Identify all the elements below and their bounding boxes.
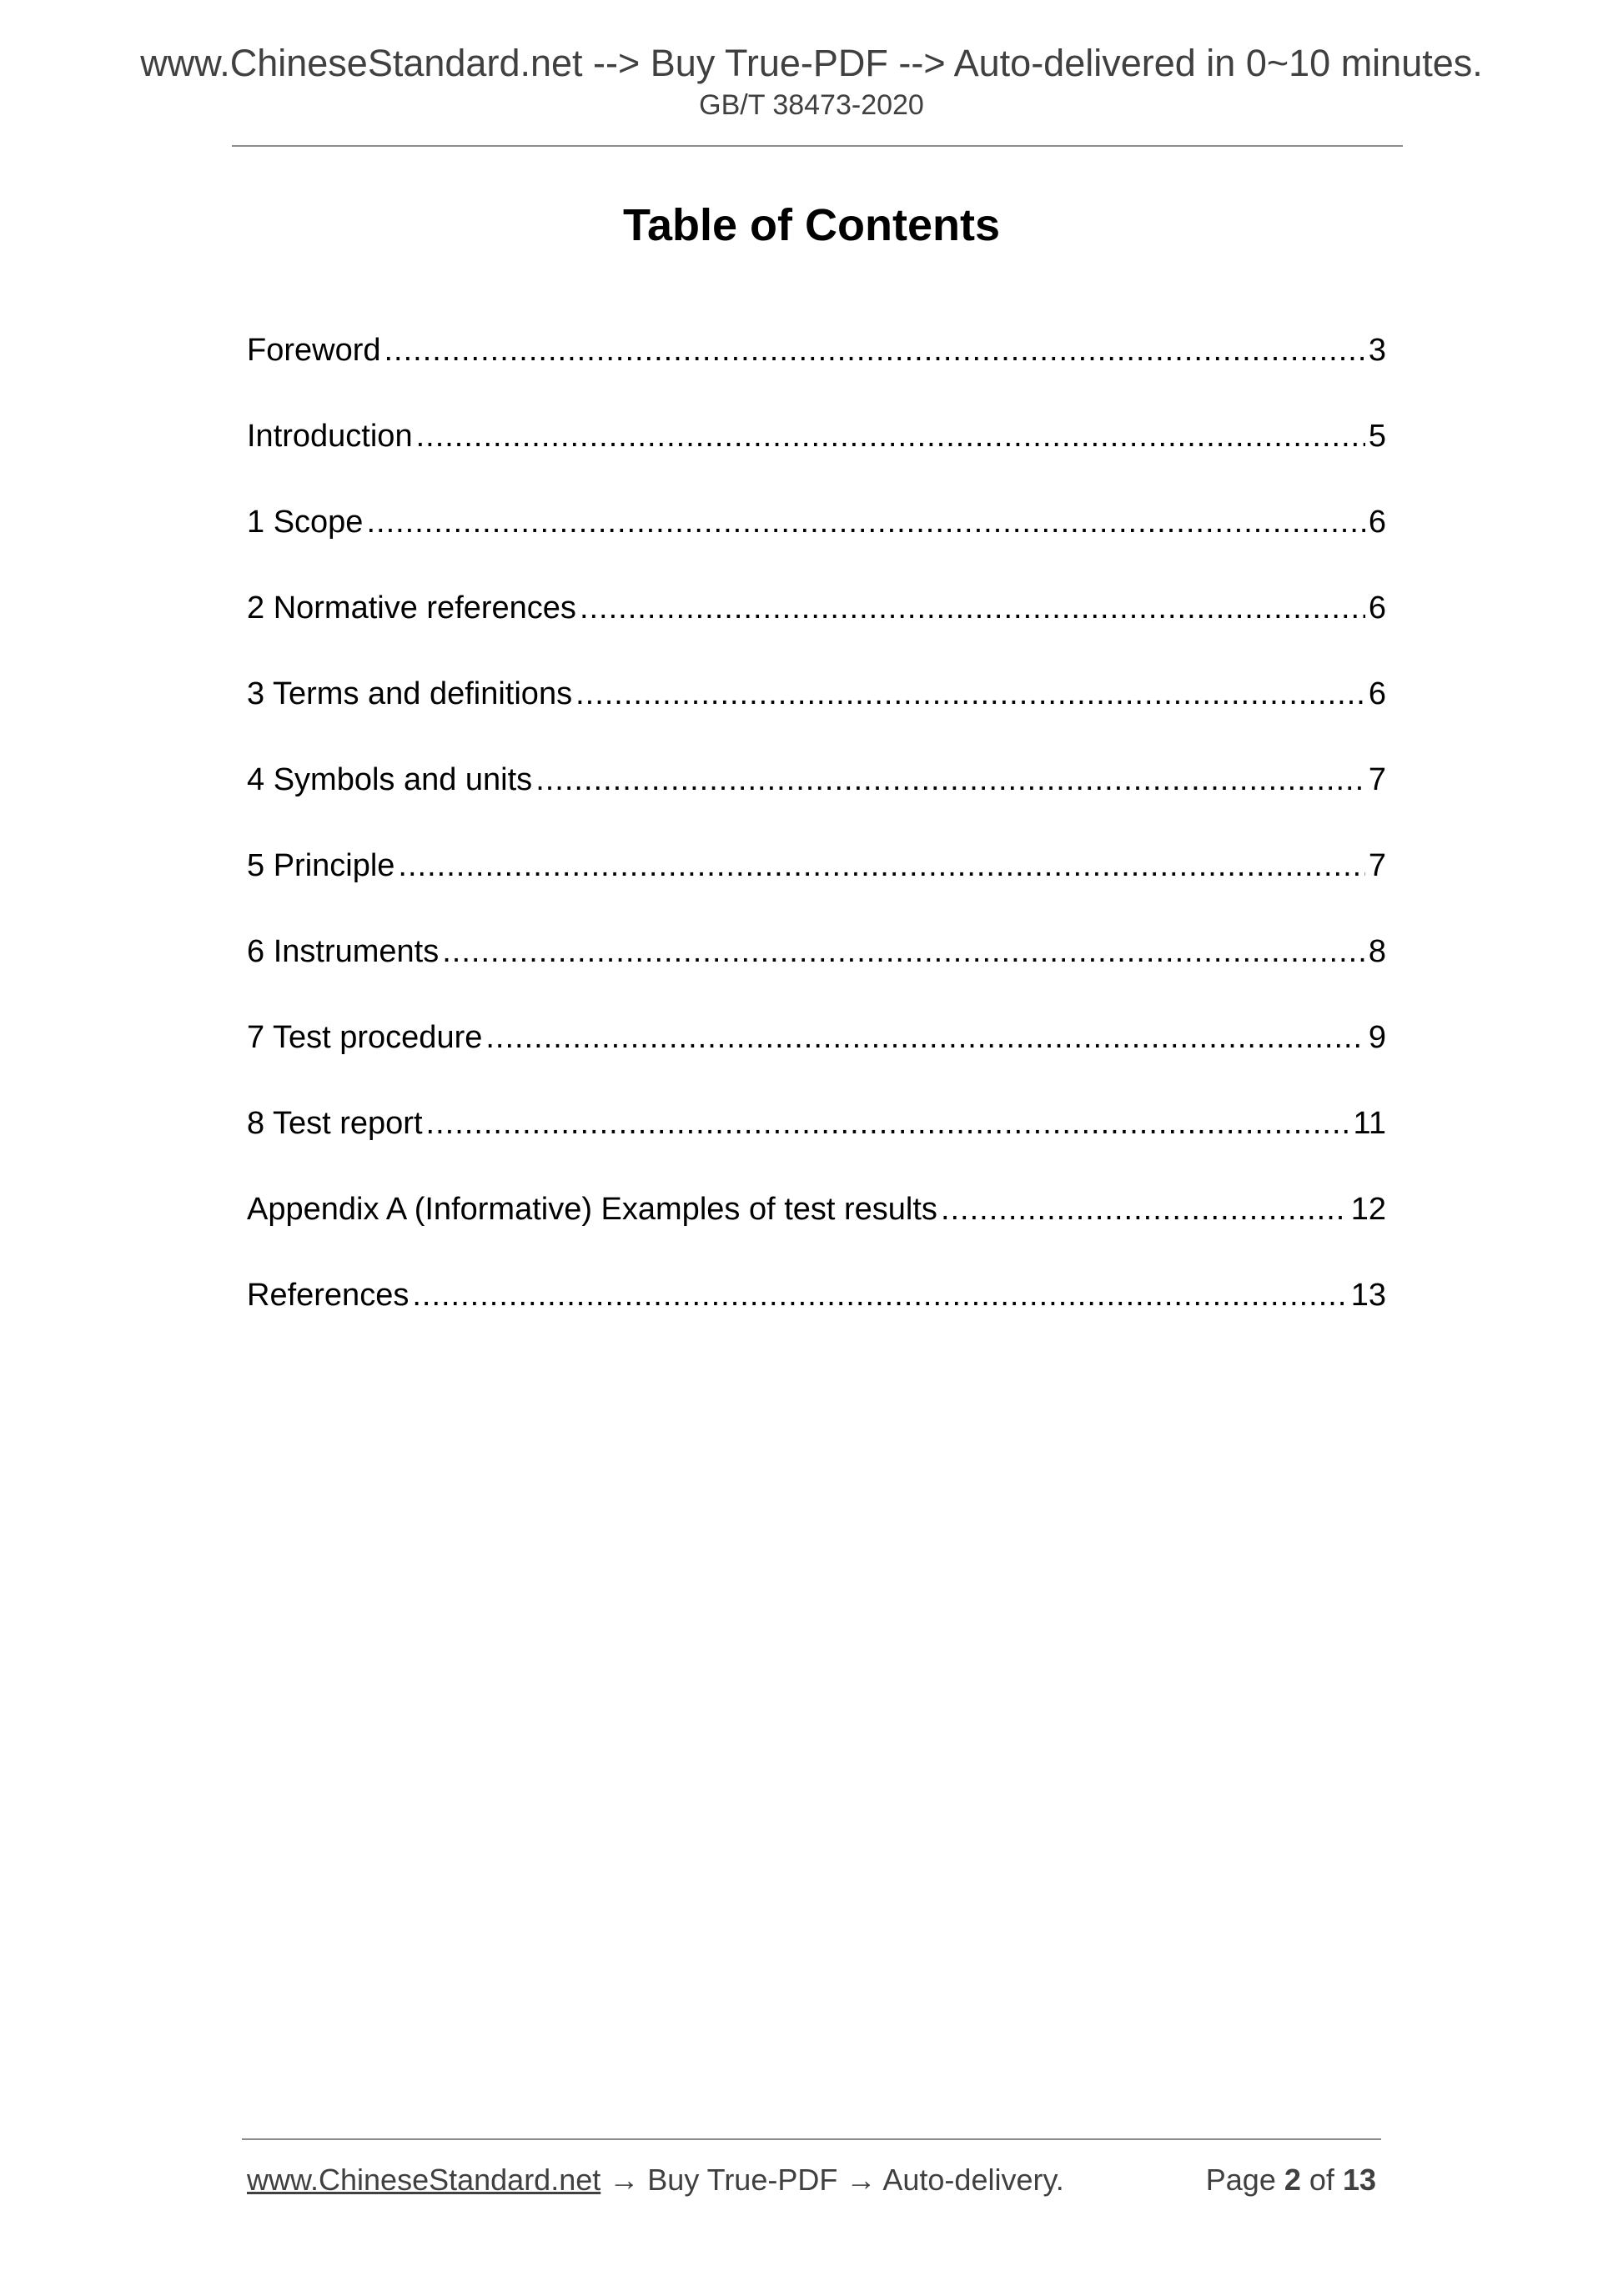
toc-entry-label: Appendix A (Informative) Examples of test results xyxy=(247,1192,937,1227)
toc-entry-label: Introduction xyxy=(247,419,413,454)
toc-entry-page: 6 xyxy=(1368,676,1386,711)
toc-entry-label: 7 Test procedure xyxy=(247,1020,483,1055)
toc-entry-test-report[interactable] xyxy=(247,1101,1386,1187)
toc-entry-label: References xyxy=(247,1278,410,1313)
toc-dot-leader xyxy=(580,585,1365,631)
footer-divider xyxy=(242,2138,1381,2140)
footer-promo xyxy=(247,2157,1064,2203)
footer-buy-text: Buy True-PDF xyxy=(647,2163,838,2197)
toc-entry-label: 6 Instruments xyxy=(247,934,440,969)
toc-entry-page: 6 xyxy=(1368,505,1386,540)
toc-entry-label: 1 Scope xyxy=(247,505,364,540)
toc-entry-principle[interactable] xyxy=(247,843,1386,929)
toc-entry-page: 13 xyxy=(1350,1278,1386,1313)
toc-title: Table of Contents xyxy=(623,200,1000,250)
total-page-count: 13 xyxy=(1342,2163,1376,2197)
toc-entry-label: 4 Symbols and units xyxy=(247,762,533,797)
footer-site-link[interactable]: www.ChineseStandard.net xyxy=(247,2163,601,2197)
toc-entry-page: 9 xyxy=(1368,1020,1386,1055)
document-code: GB/T 38473-2020 xyxy=(699,89,924,121)
page-header xyxy=(0,40,1623,123)
page-number xyxy=(1206,2157,1376,2203)
toc-dot-leader xyxy=(416,414,1365,459)
toc-entry-page: 7 xyxy=(1368,762,1386,797)
toc-entry-page: 12 xyxy=(1350,1192,1386,1227)
toc-entry-page: 11 xyxy=(1353,1106,1386,1141)
toc-entry-label: Foreword xyxy=(247,333,381,368)
toc-entry-normative-references[interactable] xyxy=(247,585,1386,671)
toc-entry-foreword[interactable] xyxy=(247,328,1386,414)
page-footer xyxy=(247,2157,1386,2203)
page-word: Page xyxy=(1205,2163,1276,2197)
toc-dot-leader xyxy=(575,671,1365,716)
toc-dot-leader xyxy=(941,1187,1348,1232)
toc-entry-introduction[interactable] xyxy=(247,414,1386,500)
arrow-right-icon: → xyxy=(609,2163,640,2197)
toc-dot-leader xyxy=(412,1273,1347,1318)
toc-entry-page: 3 xyxy=(1368,333,1386,368)
current-page-number: 2 xyxy=(1284,2163,1301,2197)
toc-list xyxy=(247,328,1386,1359)
footer-delivery-text: Auto-delivery. xyxy=(882,2163,1064,2197)
arrow-right-icon: → xyxy=(846,2163,877,2197)
toc-entry-page: 7 xyxy=(1368,848,1386,883)
toc-entry-terms-and-definitions[interactable] xyxy=(247,671,1386,757)
toc-entry-page: 5 xyxy=(1368,419,1386,454)
toc-entry-appendix-a[interactable] xyxy=(247,1187,1386,1273)
of-word: of xyxy=(1309,2163,1334,2197)
toc-dot-leader xyxy=(398,843,1364,888)
toc-dot-leader xyxy=(384,328,1365,373)
toc-entry-page: 8 xyxy=(1368,934,1386,969)
toc-dot-leader xyxy=(485,1015,1364,1060)
header-banner: www.ChineseStandard.net --> Buy True-PDF --> Auto-delivered in 0~10 minutes. xyxy=(140,42,1483,84)
toc-entry-instruments[interactable] xyxy=(247,929,1386,1015)
toc-entry-symbols-and-units[interactable] xyxy=(247,757,1386,843)
toc-entry-label: 2 Normative references xyxy=(247,590,576,625)
toc-entry-scope[interactable] xyxy=(247,500,1386,585)
toc-entry-label: 5 Principle xyxy=(247,848,395,883)
toc-entry-label: 3 Terms and definitions xyxy=(247,676,573,711)
toc-dot-leader xyxy=(426,1101,1350,1146)
toc-dot-leader xyxy=(535,757,1365,802)
toc-entry-page: 6 xyxy=(1368,590,1386,625)
toc-entry-test-procedure[interactable] xyxy=(247,1015,1386,1101)
toc-entry-label: 8 Test report xyxy=(247,1106,423,1141)
header-divider xyxy=(232,145,1403,147)
toc-dot-leader xyxy=(442,929,1365,974)
toc-entry-references[interactable] xyxy=(247,1273,1386,1359)
toc-dot-leader xyxy=(366,500,1364,545)
